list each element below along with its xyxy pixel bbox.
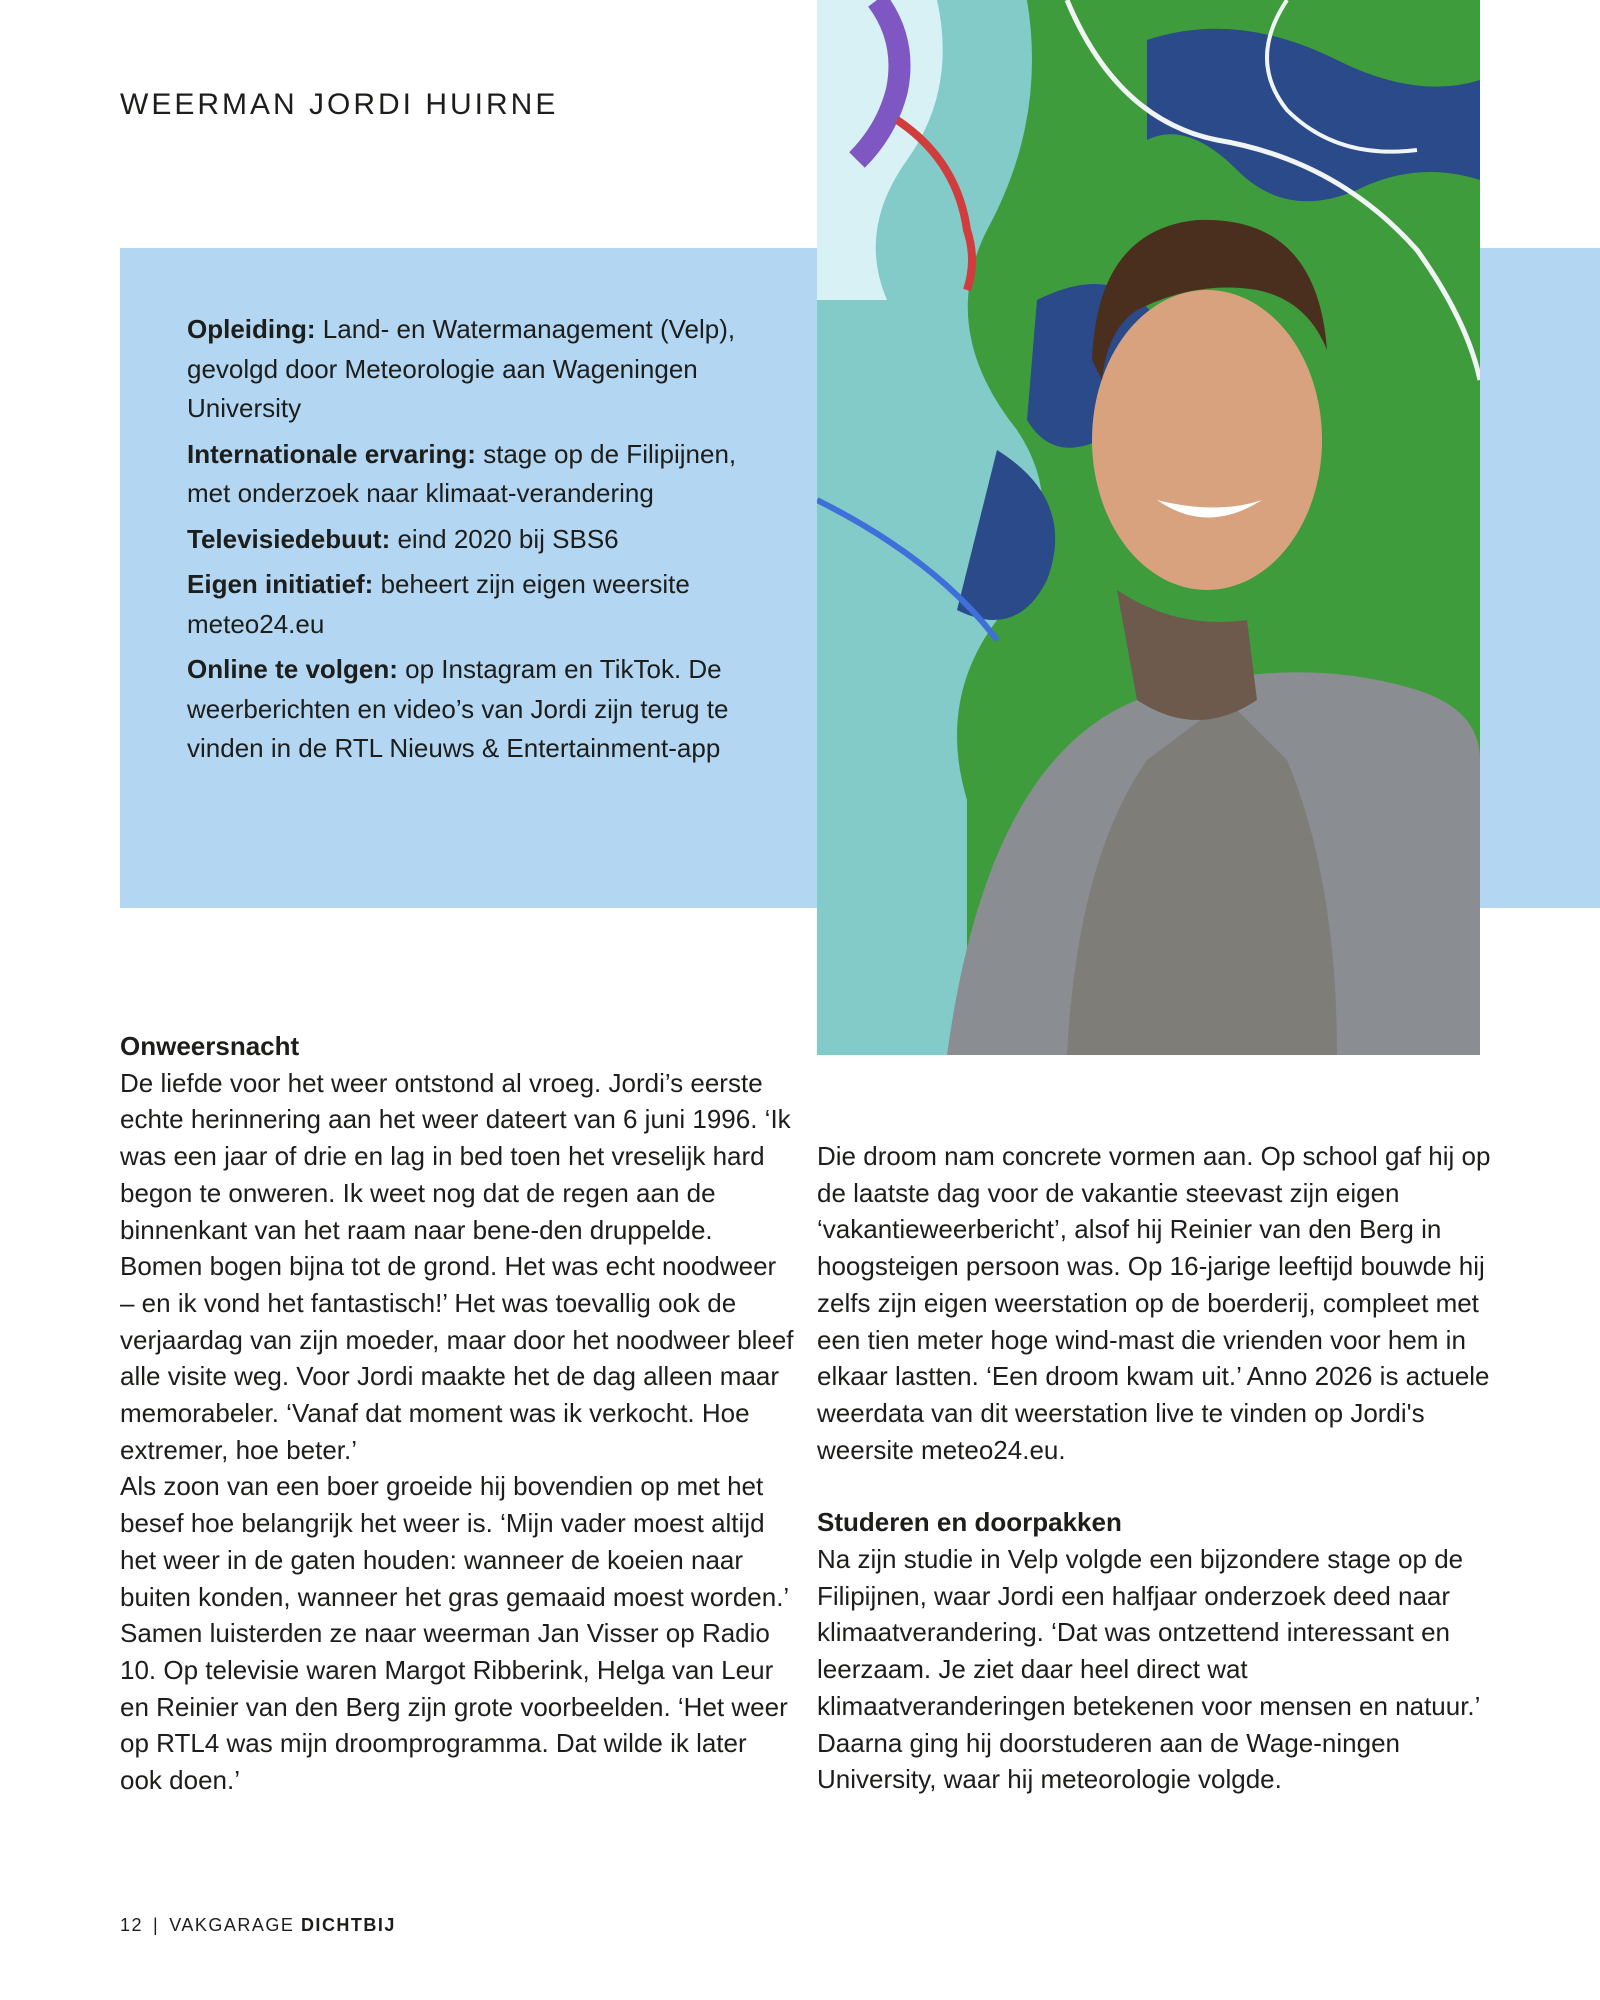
magazine-name: VAKGARAGE — [169, 1915, 295, 1935]
fact-item — [187, 520, 767, 560]
paragraph: Als zoon van een boer groeide hij bovendien op met het besef hoe belangrijk het weer is. ‘Mijn vader moest altijd het weer in de gaten houden: wanneer de koeien naar buiten konden, wanneer het gras gemaaid moest worden.’ Samen luisterden ze naar weerman Jan Visser op Radio 10. Op televisie waren Margot Ribberink, Helga van Leur en Reinier van den Berg zijn grote voorbeelden. ‘Het weer op RTL4 was mijn droomprogramma. Dat wilde ik later ook doen.’ — [120, 1471, 789, 1796]
fact-item — [187, 435, 767, 514]
fact-text: stage op de Filipijnen, met onderzoek naar klimaat-verandering — [187, 438, 737, 508]
fact-label: Eigen initiatief: — [187, 569, 374, 599]
paragraph: Die droom nam concrete vormen aan. Op school gaf hij op de laatste dag voor de vakantie steevast zijn eigen ‘vakantieweerbericht’, alsof hij Reinier van den Berg in hoogsteigen persoon was. Op 16-jarige leeftijd bouwde hij zelfs zijn eigen weerstation op de boerderij, compleet met een tien meter hoge wind-mast die vrienden voor hem in elkaar lastten. ‘Een droom kwam uit.’ Anno 2026 is actuele weerdata van dit weerstation live te vinden op Jordi's weersite meteo24.eu. — [817, 1141, 1491, 1465]
paragraph: De liefde voor het weer ontstond al vroeg. Jordi’s eerste echte herinnering aan het weer dateert van 6 juni 1996. ‘Ik was een jaar of drie en lag in bed toen het vreselijk hard begon te onweren. Ik weet nog dat de regen aan de binnenkant van het raam naar bene-den druppelde. Bomen bogen bijna tot de grond. Het was echt noodweer – en ik vond het fantastisch!’ Het was toevallig ook de verjaardag van zijn moeder, maar door het noodweer bleef alle visite weg. Voor Jordi maakte het de dag alleen maar memorabeler. ‘Vanaf dat moment was ik verkocht. Hoe extremer, hoe beter.’ — [120, 1067, 794, 1465]
magazine-name-bold: DICHTBIJ — [300, 1915, 396, 1935]
section-title: WEERMAN JORDI HUIRNE — [120, 88, 559, 121]
fact-text: eind 2020 bij SBS6 — [390, 523, 619, 554]
article-column-right — [817, 1138, 1492, 1798]
fact-label: Internationale ervaring: — [187, 438, 476, 469]
footer-separator: | — [153, 1915, 160, 1935]
fact-item — [187, 310, 767, 429]
fact-text: Land- en Watermanagement (Velp), gevolgd door Meteorologie aan Wageningen University — [187, 314, 736, 423]
subheading-studeren: Studeren en doorpakken — [817, 1507, 1122, 1538]
portrait-photo — [817, 0, 1480, 1055]
weather-map-portrait-illustration — [817, 0, 1480, 1055]
paragraph: Na zijn studie in Velp volgde een bijzondere stage op de Filipijnen, waar Jordi een halfjaar onderzoek deed naar klimaatverandering. ‘Dat was ontzettend interessant en leerzaam. Je ziet daar heel direct wat klimaatveranderingen betekenen voor mensen en natuur.’ Daarna ging hij doorstuderen aan de Wage-ningen University, waar hij meteorologie volgde. — [817, 1544, 1480, 1795]
subheading-onweersnacht: Onweersnacht — [120, 1031, 300, 1061]
page-footer — [120, 1915, 396, 1936]
fact-label: Televisiedebuut: — [187, 523, 391, 554]
fact-text: op Instagram en TikTok. De weerberichten en video’s van Jordi zijn terug te vinden in de RTL Nieuws & Entertainment-app — [187, 654, 729, 763]
fact-label: Opleiding: — [187, 314, 316, 344]
fact-item — [187, 565, 767, 644]
factbox — [187, 310, 767, 775]
fact-label: Online te volgen: — [187, 654, 398, 684]
page-number: 12 — [120, 1915, 144, 1935]
fact-text: beheert zijn eigen weersite meteo24.eu — [187, 569, 690, 639]
article-column-left — [120, 1028, 795, 1799]
fact-item — [187, 650, 767, 769]
